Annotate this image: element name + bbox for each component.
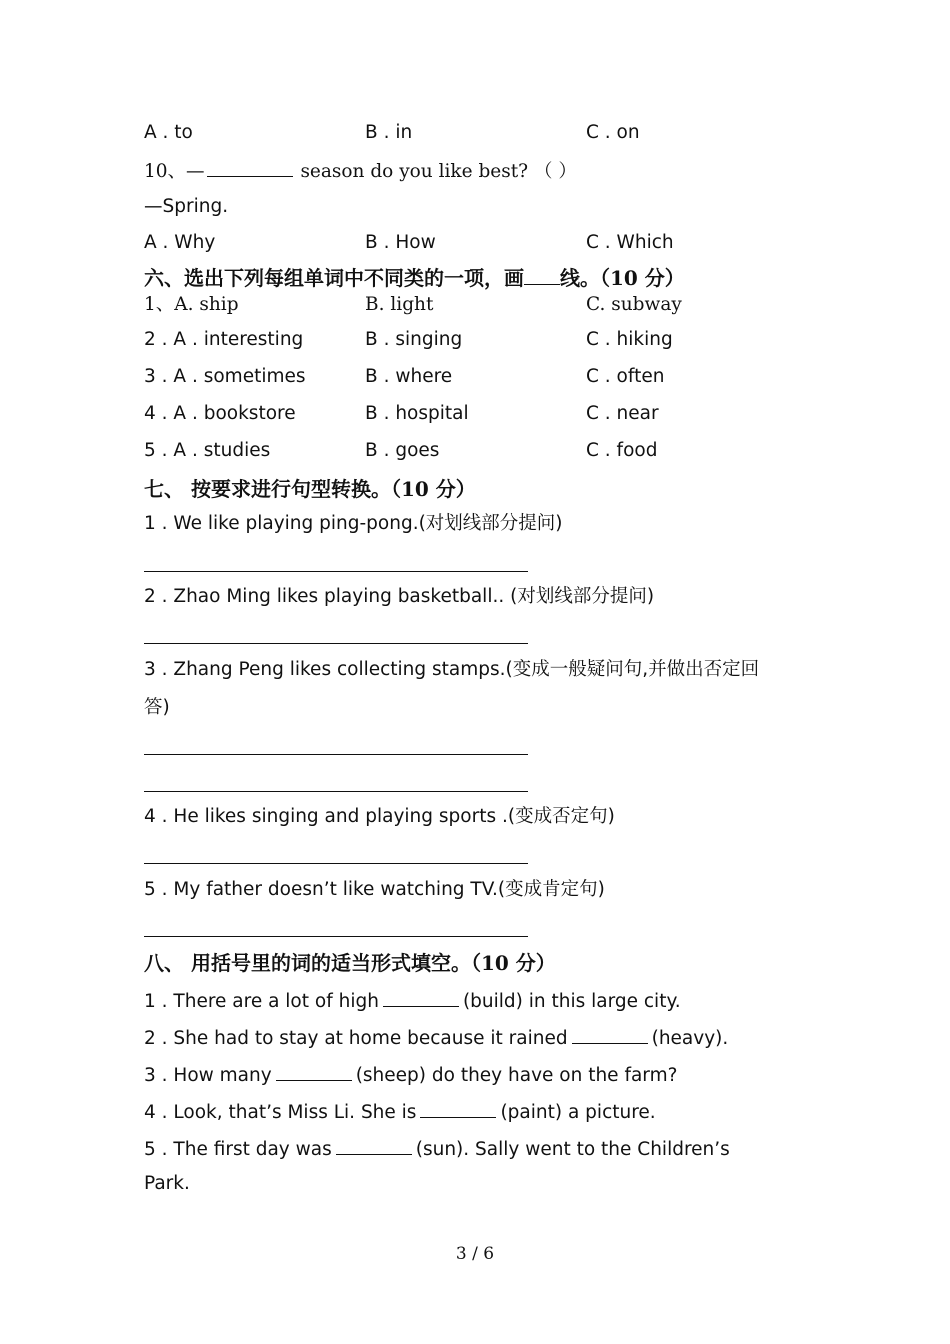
q10-paren: （ ） bbox=[533, 161, 577, 182]
s8-item-3-pre: 3 . How many bbox=[144, 1065, 272, 1086]
s8-item-1-pre: 1 . There are a lot of high bbox=[144, 991, 379, 1012]
s8-item-1 bbox=[144, 990, 681, 1012]
s7-answer-line-3a[interactable] bbox=[144, 754, 528, 755]
s6-row3-b: B . where bbox=[365, 366, 453, 387]
s8-item-5-pre: 5 . The first day was bbox=[144, 1139, 332, 1160]
s6-row3-a: 3 . A . sometimes bbox=[144, 366, 306, 387]
s6-row5-b: B . goes bbox=[365, 440, 440, 461]
s7-answer-line-4[interactable] bbox=[144, 863, 528, 864]
s8-item-2-pre: 2 . She had to stay at home because it rained bbox=[144, 1028, 568, 1049]
section6-heading-blank bbox=[524, 270, 560, 285]
s8-blank-1[interactable] bbox=[383, 990, 459, 1007]
s6-row1-a: 1、A. ship bbox=[144, 294, 239, 315]
s8-blank-2[interactable] bbox=[572, 1027, 648, 1044]
s6-row5-a: 5 . A . studies bbox=[144, 440, 271, 461]
s7-answer-line-5[interactable] bbox=[144, 936, 528, 937]
s7-answer-line-1[interactable] bbox=[144, 571, 528, 572]
section8-heading: 八、 用括号里的词的适当形式填空。（10 分） bbox=[144, 951, 556, 975]
page-number: 3 / 6 bbox=[455, 1244, 495, 1264]
s6-row1-c: C. subway bbox=[586, 294, 682, 315]
s8-item-2 bbox=[144, 1027, 728, 1049]
q10-option-b: B . How bbox=[365, 232, 436, 253]
s6-row4-b: B . hospital bbox=[365, 403, 469, 424]
section6-heading-pre: 六、选出下列每组单词中不同类的一项，画 bbox=[144, 266, 524, 290]
s8-item-3 bbox=[144, 1064, 677, 1086]
s6-row1-b: B. light bbox=[365, 294, 434, 315]
s8-blank-4[interactable] bbox=[420, 1101, 496, 1118]
s6-row3-c: C . often bbox=[586, 366, 665, 387]
q9-option-b: B . in bbox=[365, 122, 413, 143]
s7-item-3: 3 . Zhang Peng likes collecting stamps.(变成一般疑问句,并做出否定回 bbox=[144, 659, 760, 680]
q10-blank bbox=[207, 162, 293, 177]
s7-item-2: 2 . Zhao Ming likes playing basketball.. (对划线部分提问) bbox=[144, 586, 655, 607]
q10-number: 10、— bbox=[144, 161, 205, 182]
s8-item-4-pre: 4 . Look, that’s Miss Li. She is bbox=[144, 1102, 417, 1123]
q10-option-c: C . Which bbox=[586, 232, 674, 253]
s6-row2-a: 2 . A . interesting bbox=[144, 329, 304, 350]
section6-heading bbox=[144, 268, 685, 288]
q10-option-a: A . Why bbox=[144, 232, 216, 253]
s8-blank-5[interactable] bbox=[336, 1138, 412, 1155]
s8-item-5-cont: Park. bbox=[144, 1173, 190, 1194]
s6-row2-b: B . singing bbox=[365, 329, 463, 350]
section7-heading: 七、 按要求进行句型转换。（10 分） bbox=[144, 477, 476, 501]
s7-item-3-cont: 答) bbox=[144, 697, 170, 718]
q9-option-c: C . on bbox=[586, 122, 640, 143]
s8-item-5-post: (sun). Sally went to the Children’s bbox=[415, 1139, 730, 1160]
s7-item-4: 4 . He likes singing and playing sports .(变成否定句) bbox=[144, 806, 615, 827]
s8-item-4 bbox=[144, 1101, 656, 1123]
s6-row4-a: 4 . A . bookstore bbox=[144, 403, 296, 424]
s8-item-4-post: (paint) a picture. bbox=[500, 1102, 656, 1123]
s8-item-5 bbox=[144, 1138, 730, 1160]
s6-row5-c: C . food bbox=[586, 440, 658, 461]
s7-item-5: 5 . My father doesn’t like watching TV.(变成肯定句) bbox=[144, 879, 605, 900]
q9-option-a: A . to bbox=[144, 122, 193, 143]
s8-item-3-post: (sheep) do they have on the farm? bbox=[355, 1065, 678, 1086]
s6-row2-c: C . hiking bbox=[586, 329, 673, 350]
q10-text: season do you like best? bbox=[300, 161, 529, 182]
s8-blank-3[interactable] bbox=[276, 1064, 352, 1081]
s7-answer-line-3b[interactable] bbox=[144, 791, 528, 792]
s7-item-1: 1 . We like playing ping-pong.(对划线部分提问) bbox=[144, 513, 563, 534]
q10-question bbox=[144, 162, 577, 182]
section6-heading-post: 线。（10 分） bbox=[560, 266, 685, 290]
s6-row4-c: C . near bbox=[586, 403, 659, 424]
q10-answer: —Spring. bbox=[144, 196, 229, 217]
s8-item-2-post: (heavy). bbox=[651, 1028, 729, 1049]
s7-answer-line-2[interactable] bbox=[144, 643, 528, 644]
s8-item-1-post: (build) in this large city. bbox=[462, 991, 681, 1012]
